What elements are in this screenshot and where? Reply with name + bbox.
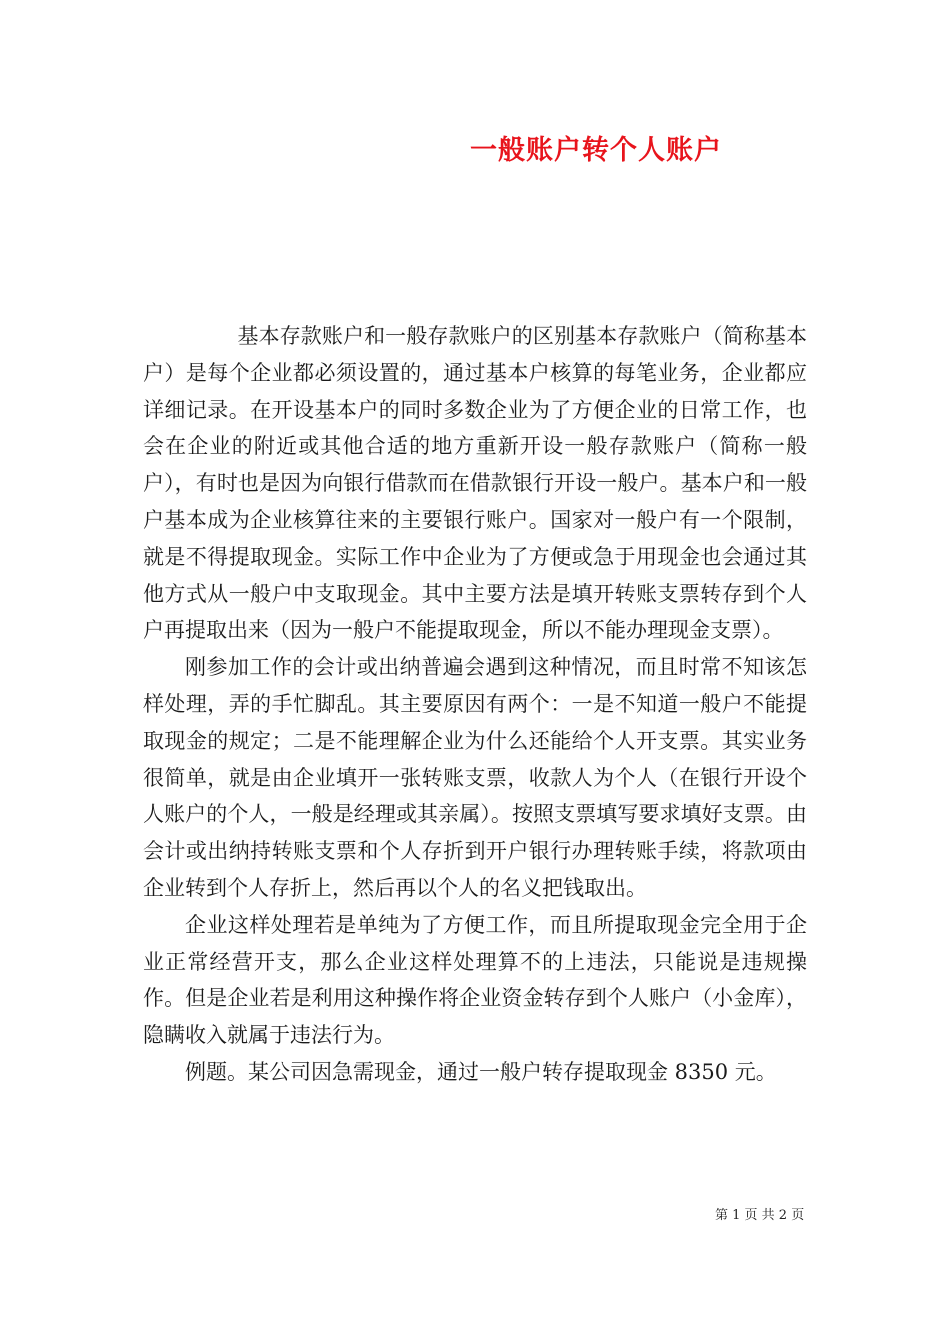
page-number: 第 1 页 共 2 页 [715,1208,805,1223]
document-body [143,318,807,1091]
paragraph-1: 基本存款账户和一般存款账户的区别基本存款账户（简称基本户）是每个企业都必须设置的，通过基本户核算的每笔业务，企业都应详细记录。在开设基本户的同时多数企业为了方便企业的日常工作，也会在企业的附近或其他合适的地方重新开设一般存款账户（简称一般户），有时也是因为向银行借款而在借款银行开设一般户。基本户和一般户基本成为企业核算往来的主要银行账户。国家对一般户有一个限制，就是不得提取现金。实际工作中企业为了方便或急于用现金也会通过其他方式从一般户中支取现金。其中主要方法是填开转账支票转存到个人户再提取出来（因为一般户不能提取现金，所以不能办理现金支票）。 [143,324,807,643]
paragraph-4: 例题。某公司因急需现金，通过一般户转存提取现金 8350 元。 [185,1059,777,1084]
paragraph-2: 刚参加工作的会计或出纳普遍会遇到这种情况，而且时常不知该怎样处理，弄的手忙脚乱。其主要原因有两个：一是不知道一般户不能提取现金的规定；二是不能理解企业为什么还能给个人开支票。其实业务很简单，就是由企业填开一张转账支票，收款人为个人（在银行开设个人账户的个人，一般是经理或其亲属）。按照支票填写要求填好支票。由会计或出纳持转账支票和个人存折到开户银行办理转账手续，将款项由企业转到个人存折上，然后再以个人的名义把钱取出。 [143,655,807,900]
paragraph-3: 企业这样处理若是单纯为了方便工作，而且所提取现金完全用于企业正常经营开支，那么企业这样处理算不的上违法，只能说是违规操作。但是企业若是利用这种操作将企业资金转存到个人账户（小金库），隐瞒收入就属于违法行为。 [143,912,807,1048]
document-title: 一般账户转个人账户 [470,135,722,166]
